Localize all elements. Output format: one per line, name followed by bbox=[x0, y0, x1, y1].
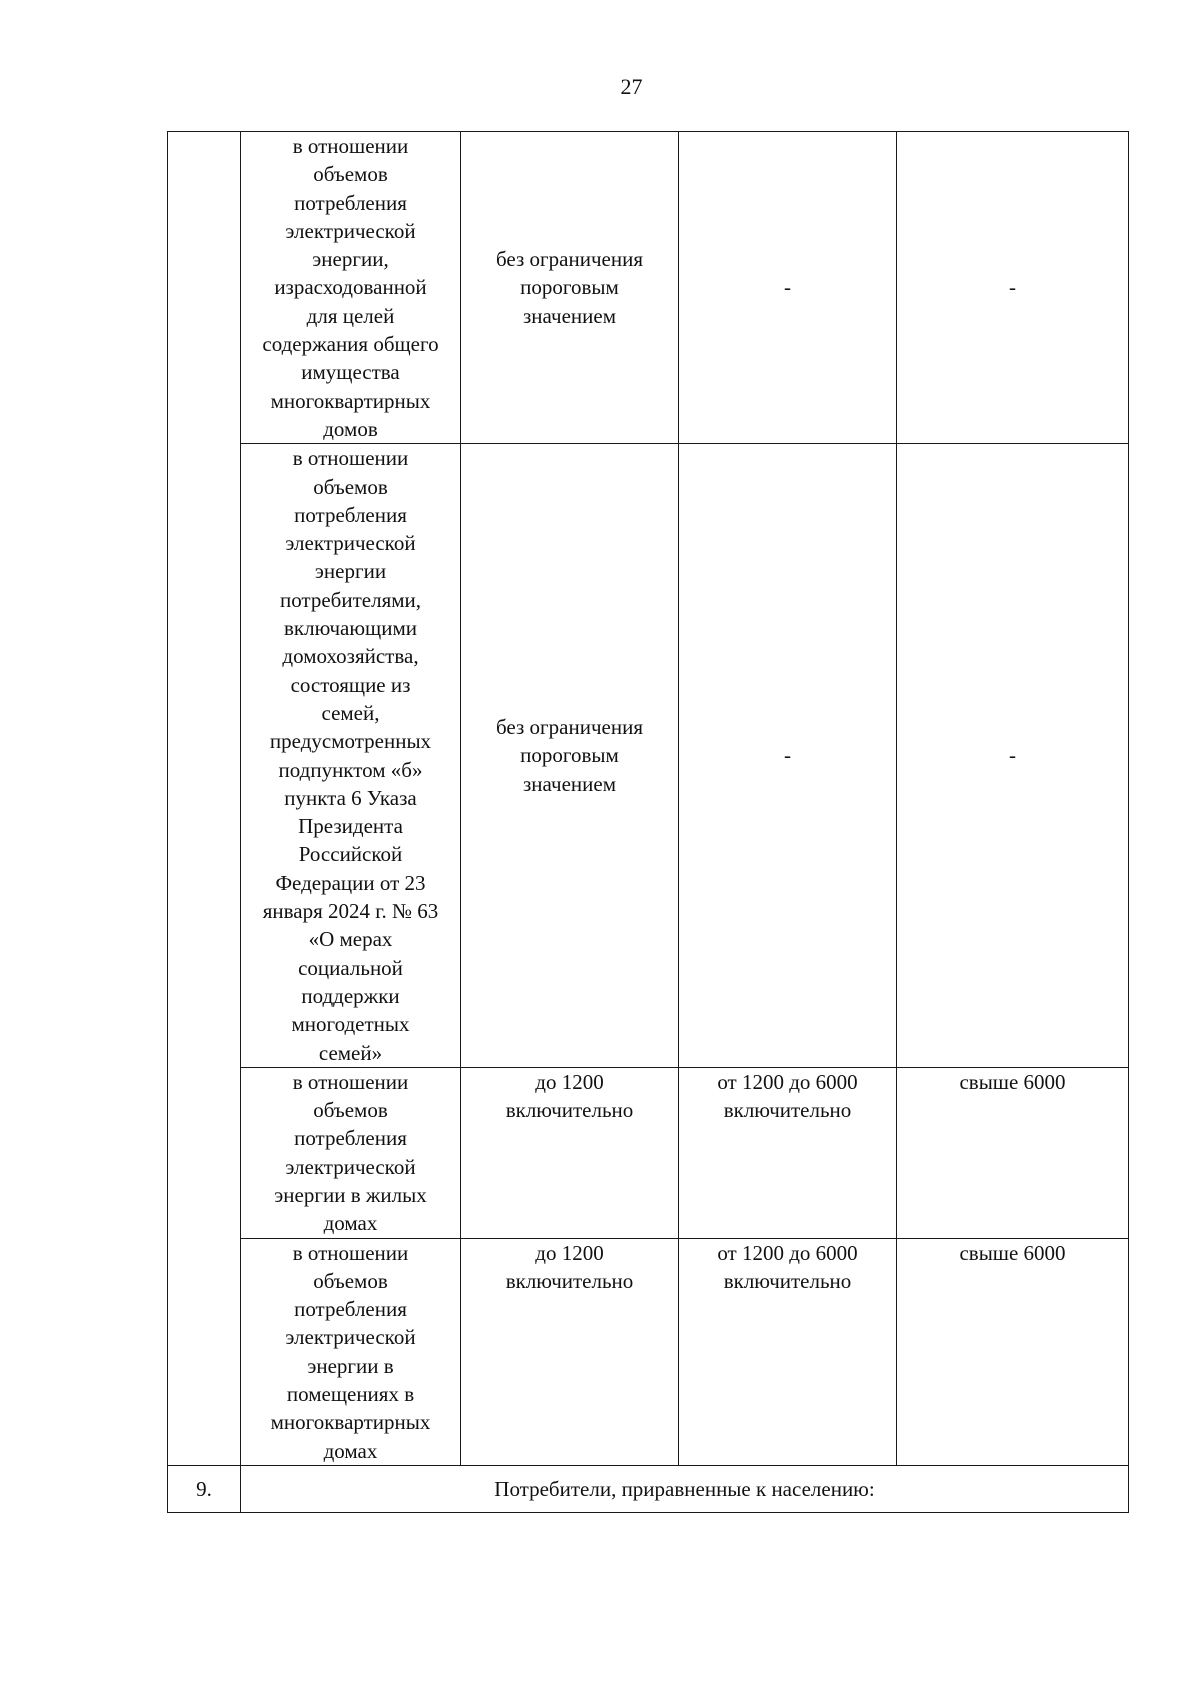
row-number-cell bbox=[168, 132, 241, 1466]
range-cell bbox=[897, 1238, 1129, 1465]
range-low-text: без ограничения пороговым значением bbox=[496, 715, 643, 796]
range-cell bbox=[461, 1067, 679, 1238]
range-cell bbox=[897, 132, 1129, 444]
tariff-table bbox=[167, 131, 1129, 1513]
description-text: в отношении объемов потребления электрической энергии в жилых домах bbox=[274, 1069, 427, 1236]
description-text: в отношении объемов потребления электрической энергии, израсходованной для целей содержания общего имущества многоквартирных домов bbox=[262, 134, 439, 441]
table-row bbox=[168, 1238, 1129, 1465]
description-cell bbox=[241, 132, 461, 444]
description-cell bbox=[241, 444, 461, 1068]
range-low-text: до 1200 включительно bbox=[505, 1240, 634, 1293]
table-row bbox=[168, 132, 1129, 444]
range-mid-text: от 1200 до 6000 включительно bbox=[717, 1240, 858, 1293]
range-cell bbox=[679, 444, 897, 1068]
range-low-text: до 1200 включительно bbox=[505, 1069, 634, 1123]
range-high-text: свыше 6000 bbox=[959, 1069, 1066, 1094]
section-number: 9. bbox=[168, 1465, 241, 1512]
section-title: Потребители, приравненные к населению: bbox=[241, 1465, 1129, 1512]
range-cell bbox=[461, 132, 679, 444]
range-high-text: свыше 6000 bbox=[959, 1240, 1066, 1265]
section-row bbox=[168, 1465, 1129, 1512]
table-row bbox=[168, 1067, 1129, 1238]
range-cell bbox=[679, 1067, 897, 1238]
range-low-text: без ограничения пороговым значением bbox=[496, 247, 643, 328]
description-text: в отношении объемов потребления электрической энергии в помещениях в многоквартирных домах bbox=[270, 1240, 431, 1463]
range-cell bbox=[897, 444, 1129, 1068]
table-row bbox=[168, 444, 1129, 1068]
range-cell bbox=[461, 444, 679, 1068]
range-high-text: - bbox=[1009, 743, 1016, 768]
page-number: 27 bbox=[620, 74, 643, 99]
range-mid-text: от 1200 до 6000 включительно bbox=[717, 1069, 858, 1123]
range-cell bbox=[679, 132, 897, 444]
description-text: в отношении объемов потребления электрической энергии потребителями, включающими домохозяйства, состоящие из семей, предусмотренных подпунктом «б» пункта 6 Указа Президента Российской Федерации от 23 января 2024 г. № 63 «О мерах социальной поддержки многодетных семей» bbox=[262, 446, 439, 1065]
range-mid-text: - bbox=[784, 743, 791, 768]
description-cell bbox=[241, 1238, 461, 1465]
range-cell bbox=[461, 1238, 679, 1465]
range-mid-text: - bbox=[784, 275, 791, 300]
range-high-text: - bbox=[1009, 275, 1016, 300]
range-cell bbox=[679, 1238, 897, 1465]
description-cell bbox=[241, 1067, 461, 1238]
range-cell bbox=[897, 1067, 1129, 1238]
